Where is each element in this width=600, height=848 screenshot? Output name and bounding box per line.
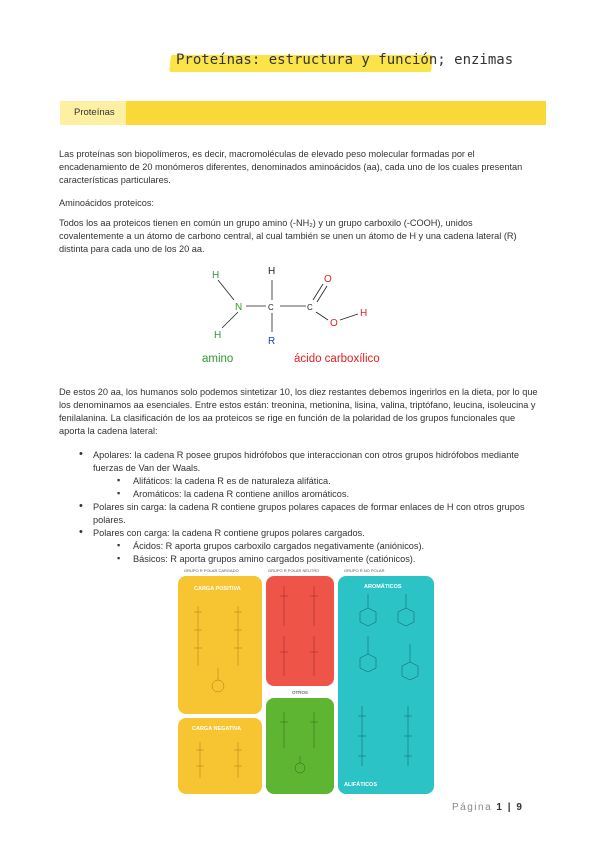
positive-structures [178,576,262,714]
panel-title-aliphatic: ALIFÁTICOS [344,782,377,788]
atom-h-top-left: H [212,270,220,281]
bond-h-n-top [218,280,234,300]
amino-acid-chart [174,568,436,794]
list-item: ▪ Alifáticos: la cadena R es de naturaleza alifática. [79,475,549,488]
amino-acid-paragraph: Todos los aa proteicos tienen en común un grupo amino (-NH₂) y un grupo carboxilo (-COOH), unidos covalentemente a un átomo de carbono central, al cual también se unen un átomo de H y una cadena lateral (R) distinta para cada uno de los 20 aa. [59,218,517,254]
atom-c-center: C [268,303,274,312]
panel-nonpolar [338,576,434,794]
classification-paragraph: De estos 20 aa, los humanos solo podemos sintetizar 10, los diez restantes debemos ingerirlos en la dieta, por lo que los denominamos aa esenciales. Entre estos están: treonina, metionina, lisina, valina, triptófano, leucina, isoleucina y fenilalanina. La clasificación de los aa proteicos se rige en función de la polaridad de los grupos funcionales que aporta la cadena lateral: [59,387,538,436]
panel-title-positive: CARGA POSITIVA [194,586,241,592]
panel-negative-charge [178,718,262,794]
bond-o-h [340,314,358,320]
atom-o-double: O [324,274,332,285]
page-title: Proteínas: estructura y función; enzimas [176,52,514,68]
list-item: • Polares con carga: la cadena R contiene grupos polares cargados. [79,527,549,540]
classification-list [79,449,549,566]
chart-header-charged: GRUPO R POLAR CARGADO [184,568,239,573]
others-label: OTROS [292,690,309,695]
page-footer: Página 1 | 9 [452,802,524,813]
atom-h-bottom-left: H [214,330,222,341]
atom-c-carboxyl: C [307,303,313,312]
list-item: ▪ Aromáticos: la cadena R contiene anillos aromáticos. [79,488,549,501]
bond-c-o-double-1 [313,284,323,300]
carboxyl-label: ácido carboxílico [294,353,380,365]
amino-acid-svg [190,262,420,372]
bond-c-o-double-2 [317,286,327,302]
list-item: • Apolares: la cadena R posee grupos hidrófobos que interaccionan con otros grupos hidrófobos mediante fuerzas de Van der Waals. [79,449,549,475]
negative-structures [178,718,262,794]
atom-h-top: H [268,266,276,277]
footer-page-label: Página [452,802,493,813]
panel-title-negative: CARGA NEGATIVA [192,726,242,732]
panel-positive-charge [178,576,262,714]
footer-current-page: 1 [496,802,504,813]
chart-header-neutral: GRUPO R POLAR NEUTRO [268,568,320,573]
chart-header-nonpolar: GRUPO R NO POLAR [344,568,385,573]
atom-o-single: O [330,318,338,329]
atom-h-right: H [360,308,368,319]
amino-label: amino [202,353,234,365]
subheading: Aminoácidos proteicos: [59,198,154,208]
amino-acid-structure [190,262,420,372]
list-item: ▪ Básicos: R aporta grupos amino cargados positivamente (catiónicos). [79,553,549,566]
bond-c-o-single [316,312,328,320]
bond-n-h-bottom [222,312,238,328]
neutral-structures [266,576,334,686]
intro-paragraph: Las proteínas son biopolímeros, es decir, macromoléculas de elevado peso molecular formadas por el encadenamiento de 20 monómeros diferentes, denominados aminoácidos (aa), cada uno de los cuales presentan características particulares. [59,149,523,185]
panel-polar-neutral [266,576,334,686]
panel-title-aromatic: AROMÁTICOS [364,584,402,590]
atom-n: N [235,302,243,313]
footer-total-pages: 9 [516,802,524,813]
panel-others [266,698,334,794]
nonpolar-structures [338,576,434,794]
others-structures [266,698,334,794]
section-header [60,101,546,125]
title-highlight [170,52,514,78]
atom-r: R [268,336,276,347]
list-item: • Polares sin carga: la cadena R contiene grupos polares capaces de formar enlaces de H con otros grupos polares. [79,501,549,527]
section-label: Proteínas [74,107,115,118]
list-item: ▪ Ácidos: R aporta grupos carboxilo cargados negativamente (aniónicos). [79,540,549,553]
